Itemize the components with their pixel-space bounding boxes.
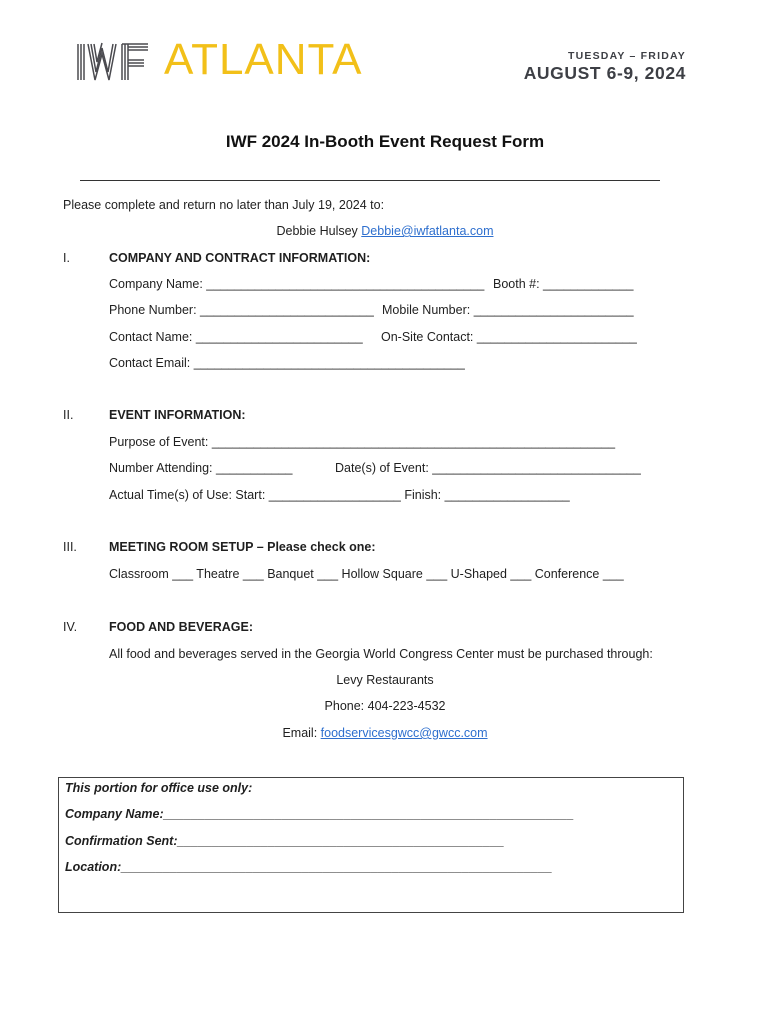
section-4-heading: FOOD AND BEVERAGE: [109,620,253,634]
food-beverage-note: All food and beverages served in the Georgia World Congress Center must be purchased through: [109,647,653,661]
contact-name-field[interactable]: Contact Name: ________________________ [109,330,363,344]
iwf-atlanta-logo [76,35,363,84]
section-3-heading: MEETING ROOM SETUP – Please check one: [109,540,376,554]
event-dates-field[interactable]: Date(s) of Event: ______________________________ [335,461,641,475]
room-setup-options[interactable]: Classroom ___ Theatre ___ Banquet ___ Hollow Square ___ U-Shaped ___ Conference ___ [109,567,624,581]
instruction-text: Please complete and return no later than July 19, 2024 to: [63,198,385,212]
vendor-email-link[interactable]: foodservicesgwcc@gwcc.com [320,726,488,740]
company-name-field[interactable]: Company Name: ________________________________________ [109,277,485,291]
mobile-number-field[interactable]: Mobile Number: _______________________ [382,303,634,317]
contact-email-link[interactable]: Debbie@iwfatlanta.com [361,224,494,238]
office-use-heading: This portion for office use only: [65,781,253,795]
vendor-email-label: Email: [282,726,321,740]
office-use-box [58,777,684,913]
number-attending-field[interactable]: Number Attending: ___________ [109,461,293,475]
iwf-logo-mark [76,42,162,82]
times-of-use-field[interactable]: Actual Time(s) of Use: Start: ___________________ Finish: __________________ [109,488,570,502]
office-company-name-field[interactable]: Company Name:___________________________________________________________ [65,807,574,821]
purpose-field[interactable]: Purpose of Event: __________________________________________________________ [109,435,616,449]
event-date-range: AUGUST 6-9, 2024 [523,63,686,83]
confirmation-sent-field[interactable]: Confirmation Sent:_______________________________________________ [65,834,505,848]
section-2-heading: EVENT INFORMATION: [109,408,246,422]
vendor-email-line [0,726,770,741]
booth-number-field[interactable]: Booth #: _____________ [493,277,634,291]
event-days: TUESDAY – FRIDAY [567,50,686,62]
vendor-phone: Phone: 404-223-4532 [324,699,446,713]
vendor-name: Levy Restaurants [336,673,434,687]
form-title: IWF 2024 In-Booth Event Request Form [225,132,545,151]
location-field[interactable]: Location:______________________________________________________________ [65,860,553,874]
logo-city: ATLANTA [164,35,363,84]
section-4-numeral: IV. [63,620,78,634]
section-1-heading: COMPANY AND CONTRACT INFORMATION: [109,251,371,265]
contact-name: Debbie Hulsey [276,224,358,238]
section-1-numeral: I. [63,251,70,265]
section-2-numeral: II. [63,408,74,422]
title-divider [80,180,660,181]
phone-number-field[interactable]: Phone Number: _________________________ [109,303,374,317]
contact-email-field[interactable]: Contact Email: _______________________________________ [109,356,465,370]
section-3-numeral: III. [63,540,77,554]
onsite-contact-field[interactable]: On-Site Contact: _______________________ [381,330,637,344]
contact-line [0,224,770,239]
event-dates [524,50,686,84]
